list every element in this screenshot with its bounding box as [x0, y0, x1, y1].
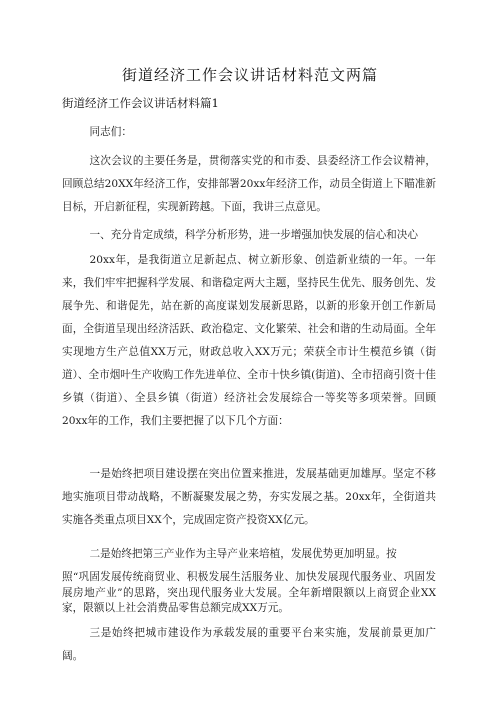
paragraph-point-2-cont: 照“巩固发展传统商贸业、积极发展生活服务业、加快发展现代服务业、巩固发展房地产业”的思路，突出现代服务业大发展。全年新增限额以上商贸企业XX家，限额以上社会消费品零售总额完成XX万元。	[62, 571, 436, 614]
paragraph-point-2-start: 二是始终把第三产业作为主导产业来培植，发展优势更加明显。按	[89, 548, 397, 560]
paragraph-intro: 这次会议的主要任务是，贯彻落实党的和市委、县委经济工作会议精神，回顾总结20XX年经济工作，安排部署20xx年经济工作，动员全街道上下瞄准新目标，开启新征程，实现新跨越。下面，我讲三点意见。	[62, 155, 436, 213]
paragraph-point-1: 一是始终把项目建设摆在突出位置来推进，发展基础更加雄厚。坚定不移地实施项目带动战略，不断凝聚发展之势，夯实发展之基。20xx年，全街道共实施各类重点项目XX个，完成固定资产投资XX亿元。	[62, 468, 436, 526]
paragraph-achievements: 20xx年，是我街道立足新起点、树立新形象、创造新业绩的一年。一年来，我们牢牢把握科学发展、和谐稳定两大主题，坚持民生优先、服务创先、发展争先、和谐促先，站在新的高度谋划发展新思路，以新的形象开创工作新局面，全街道呈现出经济活跃、政治稳定、文化繁荣、社会和谐的生动局面。全年实现地方生产总值XX万元，财政总收入XX万元；荣获全市计生模范乡镇（街道）、全市烟叶生产收购工作先进单位、全市十快乡镇(街道)、全市招商引资十佳乡镇（街道）、全县乡镇（街道）经济社会发展综合一等奖等多项荣誉。回顾20xx年的工作，我们主要把握了以下几个方面：	[62, 254, 436, 427]
document-subtitle: 街道经济工作会议讲话材料篇1	[62, 96, 219, 110]
paragraph-point-3: 三是始终把城市建设作为承载发展的重要平台来实施，发展前景更加广阔。	[62, 627, 436, 662]
paragraph-salutation: 同志们：	[89, 126, 132, 138]
section-heading-1: 一、充分肯定成绩，科学分析形势，进一步增强加快发展的信心和决心	[89, 229, 418, 241]
document-title: 街道经济工作会议讲话材料范文两篇	[121, 66, 378, 84]
